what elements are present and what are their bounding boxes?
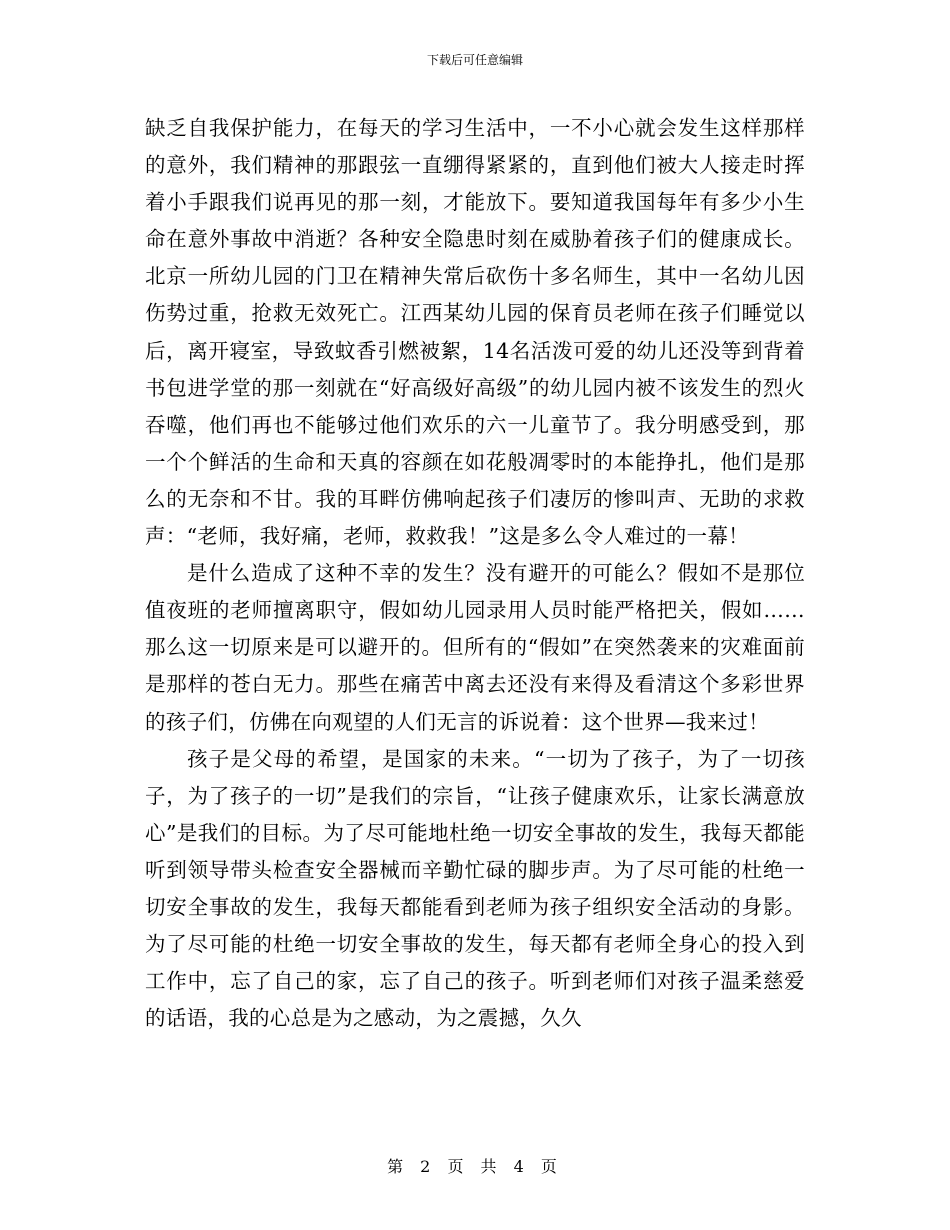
page-header: 下载后可任意编辑 bbox=[426, 53, 523, 67]
paragraph-2: 是什么造成了这种不幸的发生？没有避开的可能么？假如不是那位值夜班的老师擅离职守，假如幼儿园录用人员时能严格把关，假如……那么这一切原来是可以避开的。但所有的“假如”在突然袭来的灾难面前是那样的苍白无力。那些在痛苦中离去还没有来得及看清这个多彩世界的孩子们，仿佛在向观望的人们无言的诉说着：这个世界—我来过！ bbox=[145, 561, 805, 734]
page-number-footer: 第 2 页 共 4 页 bbox=[387, 1157, 563, 1176]
paragraph-3: 孩子是父母的希望，是国家的未来。“一切为了孩子，为了一切孩子，为了孩子的一切”是我们的宗旨，“让孩子健康欢乐，让家长满意放心”是我们的目标。为了尽可能地杜绝一切安全事故的发生，我每天都能听到领导带头检查安全器械而辛勤忙碌的脚步声。为了尽可能的杜绝一切安全事故的发生，我每天都能看到老师为孩子组织安全活动的身影。为了尽可能的杜绝一切安全事故的发生，每天都有老师全身心的投入到工作中，忘了自己的家，忘了自己的孩子。听到老师们对孩子温柔慈爱的话语，我的心总是为之感动，为之震撼，久久 bbox=[145, 746, 805, 1031]
paragraph-1: 缺乏自我保护能力，在每天的学习生活中，一不小心就会发生这样那样的意外，我们精神的那跟弦一直绷得紧紧的，直到他们被大人接走时挥着小手跟我们说再见的那一刻，才能放下。要知道我国每年有多少小生命在意外事故中消逝？各种安全隐患时刻在威胁着孩子们的健康成长。北京一所幼儿园的门卫在精神失常后砍伤十多名师生，其中一名幼儿因伤势过重，抢救无效死亡。江西某幼儿园的保育员老师在孩子们睡觉以后，离开寝室，导致蚊香引燃被絮，14名活泼可爱的幼儿还没等到背着书包进学堂的那一刻就在“好高级好高级”的幼儿园内被不该发生的烈火吞噬，他们再也不能够过他们欢乐的六一儿童节了。我分明感受到，那一个个鲜活的生命和天真的容颜在如花般凋零时的本能挣扎，他们是那么的无奈和不甘。我的耳畔仿佛响起孩子们凄厉的惨叫声、无助的求救声：“老师，我好痛，老师，救救我！”这是多么令人难过的一幕！ bbox=[145, 116, 805, 549]
document-body bbox=[145, 110, 805, 1037]
